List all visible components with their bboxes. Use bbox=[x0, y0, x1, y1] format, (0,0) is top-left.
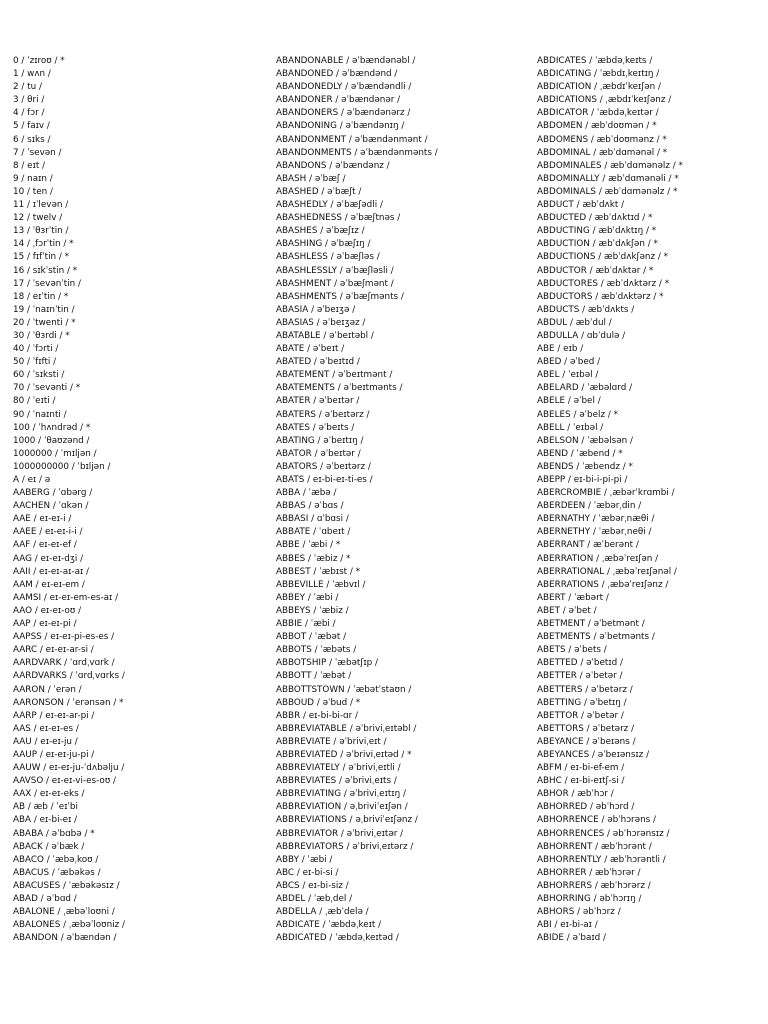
pronunciation-entry: AAE / eɪ-eɪ-i / bbox=[13, 514, 72, 525]
pronunciation-entry: ABBEVILLE / ˈæbvɪl / bbox=[276, 579, 366, 590]
pronunciation-entry: 2 / tu / bbox=[13, 82, 42, 93]
pronunciation-entry: A / eɪ / ə bbox=[13, 475, 51, 485]
pronunciation-entry: ABANDONABLE / əˈbændənəbl / bbox=[276, 56, 416, 66]
pronunciation-entry: ABBOTTSTOWN / ˈæbətˈstaʊn / bbox=[276, 684, 412, 695]
pronunciation-entry: 12 / twelv / bbox=[13, 213, 63, 224]
pronunciation-entry: 13 / ˈθɜrˈtin / bbox=[13, 226, 69, 237]
pronunciation-entry: ABANDONERS / əˈbændənərz / bbox=[276, 108, 411, 119]
pronunciation-entry: ABETMENTS / əˈbetmənts / bbox=[537, 632, 655, 643]
pronunciation-entry: ABDUCTOR / æbˈdʌktər / * bbox=[537, 265, 654, 276]
pronunciation-entry: ABATER / əˈbeɪtər / bbox=[276, 396, 360, 407]
pronunciation-entry: 20 / ˈtwenti / * bbox=[13, 317, 76, 328]
pronunciation-entry: ABERNATHY / ˈæbərˌnæθi / bbox=[537, 514, 655, 525]
pronunciation-entry: ABASHEDNESS / əˈbæʃtnəs / bbox=[276, 213, 401, 224]
pronunciation-entry: 7 / ˈsevən / bbox=[13, 147, 62, 158]
pronunciation-entry: AAS / eɪ-eɪ-es / bbox=[13, 723, 79, 734]
pronunciation-entry: ABASHEDLY / əˈbæʃədli / bbox=[276, 200, 383, 211]
pronunciation-entry: AAII / eɪ-eɪ-aɪ-aɪ / bbox=[13, 566, 89, 577]
pronunciation-entry: ABENDS / ˈæbendz / * bbox=[537, 461, 633, 472]
pronunciation-entry: ABHORRED / əbˈhɔrd / bbox=[537, 802, 635, 813]
entry-column-2 bbox=[276, 55, 526, 945]
pronunciation-entry: ABASHMENT / əˈbæʃmənt / bbox=[276, 278, 394, 289]
pronunciation-entry: ABBREVIATING / əˈbriviˌeɪtɪŋ / bbox=[276, 789, 406, 800]
pronunciation-entry: 30 / ˈθɜrdi / * bbox=[13, 330, 70, 341]
pronunciation-entry: ABFM / eɪ-bi-ef-em / bbox=[537, 763, 625, 774]
pronunciation-entry: AAU / eɪ-eɪ-ju / bbox=[13, 736, 78, 747]
pronunciation-entry: ABETMENT / əˈbetmənt / bbox=[537, 619, 645, 630]
pronunciation-entry: ABDUCTING / æbˈdʌktɪŋ / * bbox=[537, 226, 657, 237]
pronunciation-entry: ABDEL / ˈæbˌdel / bbox=[276, 894, 353, 904]
pronunciation-entry: ABBEST / ˈæbɪst / * bbox=[276, 566, 361, 577]
pronunciation-entry: AARC / eɪ-eɪ-ar-si / bbox=[13, 645, 94, 656]
pronunciation-entry: ABDUCTORS / æbˈdʌktərz / * bbox=[537, 291, 664, 302]
pronunciation-entry: ABERCROMBIE / ˌæbərˈkrɑmbi / bbox=[537, 488, 675, 499]
pronunciation-entry: AARDVARKS / ˈɑrdˌvɑrks / bbox=[13, 671, 125, 682]
pronunciation-entry: 1000 / ˈθaʊzənd / bbox=[13, 435, 90, 446]
pronunciation-entry: ABATED / əˈbeɪtɪd / bbox=[276, 357, 360, 368]
entry-column-3 bbox=[537, 55, 768, 945]
pronunciation-entry: 17 / ˈsevənˈtin / bbox=[13, 278, 82, 289]
pronunciation-entry: ABEPP / eɪ-bi-i-pi-pi / bbox=[537, 475, 628, 485]
pronunciation-entry: ABETTERS / əˈbetərz / bbox=[537, 684, 633, 695]
pronunciation-entry: ABERT / ˈæbərt / bbox=[537, 592, 609, 603]
pronunciation-entry: ABBREVIATION / əˌbriviˈeɪʃən / bbox=[276, 802, 408, 813]
pronunciation-entry: ABDUCTORES / æbˈdʌktərz / * bbox=[537, 278, 670, 289]
pronunciation-entry: 14 / ˌfɔrˈtin / * bbox=[13, 239, 74, 250]
pronunciation-entry: ABETTOR / əˈbetər / bbox=[537, 710, 624, 721]
pronunciation-entry: ABATOR / əˈbeɪtər / bbox=[276, 448, 361, 459]
pronunciation-entry: ABBASI / ɑˈbɑsi / bbox=[276, 514, 349, 525]
pronunciation-entry: ABDELLA / ˌæbˈdelə / bbox=[276, 907, 369, 918]
pronunciation-entry: 90 / ˈnaɪnti / bbox=[13, 409, 67, 420]
pronunciation-entry: ABDOMINALLY / æbˈdɑmənəli / * bbox=[537, 173, 679, 184]
pronunciation-entry: ABA / eɪ-bi-eɪ / bbox=[13, 815, 78, 826]
pronunciation-entry: 100 / ˈhʌndrəd / * bbox=[13, 422, 91, 433]
pronunciation-entry: 9 / naɪn / bbox=[13, 173, 53, 184]
pronunciation-entry: ABDUL / æbˈdul / bbox=[537, 317, 612, 328]
pronunciation-entry: ABACO / ˈæbəˌkoʊ / bbox=[13, 854, 99, 865]
pronunciation-entry: AARON / ˈerən / bbox=[13, 684, 82, 695]
pronunciation-entry: ABDULLA / ɑbˈdulə / bbox=[537, 330, 626, 341]
pronunciation-entry: AAVSO / eɪ-eɪ-vi-es-oʊ / bbox=[13, 776, 117, 787]
pronunciation-entry: 3 / θri / bbox=[13, 95, 45, 106]
pronunciation-entry: AAX / eɪ-eɪ-eks / bbox=[13, 789, 85, 800]
pronunciation-entry: ABHORRER / æbˈhɔrər / bbox=[537, 867, 641, 878]
pronunciation-entry: ABASIAS / əˈbeɪʒəz / bbox=[276, 317, 366, 328]
pronunciation-entry: 5 / faɪv / bbox=[13, 121, 50, 132]
pronunciation-entry: 16 / sɪkˈstin / * bbox=[13, 265, 78, 276]
pronunciation-entry: ABANDONMENTS / əˈbændənmənts / bbox=[276, 147, 438, 158]
pronunciation-entry: AARONSON / ˈerənsən / * bbox=[13, 697, 124, 708]
pronunciation-entry: ABERRATION / ˌæbəˈreɪʃən / bbox=[537, 553, 659, 564]
pronunciation-entry: ABACK / əˈbæk / bbox=[13, 841, 85, 852]
pronunciation-entry: ABDUCT / æbˈdʌkt / bbox=[537, 200, 625, 211]
pronunciation-entry: ABBOTT / ˈæbət / bbox=[276, 671, 352, 682]
pronunciation-entry: ABANDONS / əˈbændənz / bbox=[276, 160, 390, 171]
pronunciation-entry: ABACUSES / ˈæbəkəsɪz / bbox=[13, 880, 120, 891]
pronunciation-entry: ABBREVIATORS / əˈbriviˌeɪtərz / bbox=[276, 841, 414, 852]
pronunciation-entry: AARP / eɪ-eɪ-ar-pi / bbox=[13, 710, 95, 721]
pronunciation-entry: ABETTER / əˈbetər / bbox=[537, 671, 623, 682]
pronunciation-entry: ABANDONING / əˈbændənɪŋ / bbox=[276, 121, 405, 132]
pronunciation-entry: ABASIA / əˈbeɪʒə / bbox=[276, 304, 356, 315]
pronunciation-entry: 6 / sɪks / bbox=[13, 134, 51, 145]
pronunciation-entry: ABERRATIONS / ˌæbəˈreɪʃənz / bbox=[537, 579, 669, 590]
pronunciation-entry: ABBE / ˈæbi / * bbox=[276, 540, 341, 551]
pronunciation-entry: ABAD / əˈbɑd / bbox=[13, 894, 77, 904]
pronunciation-entry: ABASH / əˈbæʃ / bbox=[276, 173, 346, 184]
pronunciation-entry: ABDICATES / ˈæbdəˌkeɪts / bbox=[537, 56, 653, 66]
pronunciation-entry: ABASHLESS / əˈbæʃləs / bbox=[276, 252, 380, 263]
pronunciation-entry: ABETTING / əˈbetɪŋ / bbox=[537, 697, 627, 708]
pronunciation-entry: ABATS / eɪ-bi-eɪ-ti-es / bbox=[276, 475, 373, 485]
pronunciation-entry: ABERRANT / æˈberənt / bbox=[537, 540, 639, 551]
pronunciation-entry: ABBREVIATE / əˈbriviˌeɪt / bbox=[276, 736, 387, 747]
pronunciation-entry: ABASHING / əˈbæʃɪŋ / bbox=[276, 239, 371, 250]
entry-column-1 bbox=[13, 55, 263, 945]
pronunciation-entry: ABDOMINALS / æbˈdɑmənəlz / * bbox=[537, 186, 678, 197]
pronunciation-entry: ABATE / əˈbeɪt / bbox=[276, 344, 345, 355]
pronunciation-entry: ABHORRENTLY / æbˈhɔrəntli / bbox=[537, 854, 666, 865]
pronunciation-entry: ABBOT / ˈæbət / bbox=[276, 632, 347, 643]
pronunciation-entry: ABDICATOR / ˈæbdəˌkeɪtər / bbox=[537, 108, 659, 119]
pronunciation-entry: ABELES / əˈbelz / * bbox=[537, 409, 619, 420]
pronunciation-entry: AABERG / ˈɑbərg / bbox=[13, 488, 93, 499]
pronunciation-entry: ABASHES / əˈbæʃɪz / bbox=[276, 226, 365, 237]
pronunciation-entry: ABETS / əˈbets / bbox=[537, 645, 607, 656]
pronunciation-entry: ABEYANCES / əˈbeɪənsɪz / bbox=[537, 749, 650, 760]
pronunciation-entry: ABBREVIATOR / əˈbriviˌeɪtər / bbox=[276, 828, 404, 839]
pronunciation-entry: ABELSON / ˈæbəlsən / bbox=[537, 435, 633, 446]
pronunciation-entry: ABCS / eɪ-bi-siz / bbox=[276, 880, 349, 891]
pronunciation-entry: ABC / eɪ-bi-si / bbox=[276, 867, 339, 878]
pronunciation-entry: ABDOMINAL / æbˈdɑmənəl / * bbox=[537, 147, 668, 158]
pronunciation-entry: ABDOMEN / æbˈdoʊmən / * bbox=[537, 121, 657, 132]
pronunciation-entry: ABHOR / æbˈhɔr / bbox=[537, 789, 614, 800]
pronunciation-entry: 19 / ˈnaɪnˈtin / bbox=[13, 304, 75, 315]
pronunciation-entry: ABBREVIATIONS / əˌbriviˈeɪʃənz / bbox=[276, 815, 418, 826]
pronunciation-entry: ABDOMENS / æbˈdoʊmənz / * bbox=[537, 134, 667, 145]
pronunciation-entry: ABACUS / ˈæbəkəs / bbox=[13, 867, 101, 878]
pronunciation-entry: AAEE / eɪ-eɪ-i-i / bbox=[13, 527, 83, 538]
pronunciation-entry: ABBEY / ˈæbi / bbox=[276, 592, 339, 603]
pronunciation-entry: ABBR / eɪ-bi-bi-ɑr / bbox=[276, 710, 358, 721]
pronunciation-entry: ABIDE / əˈbaɪd / bbox=[537, 933, 606, 944]
pronunciation-entry: ABHORRENCE / əbˈhɔrəns / bbox=[537, 815, 656, 826]
pronunciation-entry: ABI / eɪ-bi-aɪ / bbox=[537, 920, 598, 931]
pronunciation-entry: ABET / əˈbet / bbox=[537, 605, 597, 616]
pronunciation-entry: AAO / eɪ-eɪ-oʊ / bbox=[13, 605, 82, 616]
pronunciation-entry: 1000000 / ˈmɪljən / bbox=[13, 448, 97, 459]
pronunciation-entry: ABBREVIATED / əˈbriviˌeɪtəd / * bbox=[276, 749, 412, 760]
pronunciation-entry: 70 / ˈsevənti / * bbox=[13, 383, 81, 394]
pronunciation-entry: ABANDON / əˈbændən / bbox=[13, 933, 117, 944]
pronunciation-entry: 4 / fɔr / bbox=[13, 108, 45, 119]
pronunciation-entry: ABBIE / ˈæbi / bbox=[276, 619, 336, 630]
pronunciation-entry: ABBEYS / ˈæbiz / bbox=[276, 605, 349, 616]
pronunciation-entry: ABBREVIATES / əˈbriviˌeɪts / bbox=[276, 776, 397, 787]
pronunciation-entry: ABDICATED / ˈæbdəˌkeɪtəd / bbox=[276, 933, 399, 944]
pronunciation-entry: ABEND / ˈæbend / * bbox=[537, 448, 623, 459]
pronunciation-entry: AAP / eɪ-eɪ-pi / bbox=[13, 619, 77, 630]
pronunciation-entry: ABATING / əˈbeɪtɪŋ / bbox=[276, 435, 364, 446]
pronunciation-entry: AAF / eɪ-eɪ-ef / bbox=[13, 540, 77, 551]
pronunciation-entry: ABANDONEDLY / əˈbændəndli / bbox=[276, 82, 412, 93]
pronunciation-entry: 10 / ten / bbox=[13, 186, 53, 197]
pronunciation-entry: AAUW / eɪ-eɪ-ju-ˈdʌbəlju / bbox=[13, 763, 125, 774]
pronunciation-entry: ABHORS / əbˈhɔrz / bbox=[537, 907, 621, 918]
pronunciation-entry: ABETTORS / əˈbetərz / bbox=[537, 723, 635, 734]
pronunciation-entry: ABASHMENTS / əˈbæʃmənts / bbox=[276, 291, 404, 302]
pronunciation-entry: ABBREVIATELY / əˈbriviˌeɪtli / bbox=[276, 763, 401, 774]
pronunciation-entry: ABBREVIATABLE / əˈbriviˌeɪtəbl / bbox=[276, 723, 417, 734]
pronunciation-entry: ABBOTS / ˈæbəts / bbox=[276, 645, 357, 656]
pronunciation-entry: ABBATE / ˈɑbeɪt / bbox=[276, 527, 351, 538]
pronunciation-entry: ABATABLE / əˈbeɪtəbl / bbox=[276, 330, 374, 341]
pronunciation-entry: ABASHLESSLY / əˈbæʃləsli / bbox=[276, 265, 394, 276]
pronunciation-entry: ABALONE / ˌæbəˈloʊni / bbox=[13, 907, 115, 918]
pronunciation-entry: ABDICATION / ˌæbdɪˈkeɪʃən / bbox=[537, 82, 662, 93]
pronunciation-entry: ABDUCTED / æbˈdʌktɪd / * bbox=[537, 213, 653, 224]
pronunciation-entry: 0 / ˈzɪroʊ / * bbox=[13, 56, 65, 66]
pronunciation-entry: ABERDEEN / ˈæbərˌdin / bbox=[537, 501, 642, 512]
pronunciation-entry: ABHC / eɪ-bi-eɪtʃ-si / bbox=[537, 776, 625, 787]
pronunciation-entry: ABATERS / əˈbeɪtərz / bbox=[276, 409, 370, 420]
pronunciation-entry: ABBAS / əˈbɑs / bbox=[276, 501, 344, 512]
pronunciation-entry: 11 / ɪˈlevən / bbox=[13, 200, 69, 211]
pronunciation-entry: AACHEN / ˈɑkən / bbox=[13, 501, 89, 512]
pronunciation-entry: ABANDONMENT / əˈbændənmənt / bbox=[276, 134, 428, 145]
pronunciation-entry: 40 / ˈfɔrti / bbox=[13, 344, 59, 355]
pronunciation-entry: ABELE / əˈbel / bbox=[537, 396, 601, 407]
pronunciation-entry: ABEYANCE / əˈbeɪəns / bbox=[537, 736, 636, 747]
pronunciation-entry: ABDUCTS / æbˈdʌkts / bbox=[537, 304, 635, 315]
pronunciation-entry: ABHORRENCES / əbˈhɔrənsɪz / bbox=[537, 828, 670, 839]
pronunciation-entry: 8 / eɪt / bbox=[13, 160, 46, 171]
pronunciation-entry: AAUP / eɪ-eɪ-ju-pi / bbox=[13, 749, 95, 760]
pronunciation-entry: ABATEMENTS / əˈbeɪtmənts / bbox=[276, 383, 403, 394]
pronunciation-entry: ABHORRENT / æbˈhɔrənt / bbox=[537, 841, 652, 852]
pronunciation-entry: AAPSS / eɪ-eɪ-pi-es-es / bbox=[13, 632, 115, 643]
pronunciation-entry: AARDVARK / ˈɑrdˌvɑrk / bbox=[13, 658, 115, 669]
pronunciation-entry: ABDUCTIONS / æbˈdʌkʃənz / * bbox=[537, 252, 669, 263]
pronunciation-entry: 1 / wʌn / bbox=[13, 69, 51, 80]
pronunciation-entry: 60 / ˈsɪksti / bbox=[13, 370, 65, 381]
pronunciation-entry: ABDICATIONS / ˌæbdɪˈkeɪʃənz / bbox=[537, 95, 672, 106]
pronunciation-entry: ABEL / ˈeɪbəl / bbox=[537, 370, 599, 381]
pronunciation-entry: ABALONES / ˌæbəˈloʊniz / bbox=[13, 920, 125, 931]
pronunciation-entry: ABE / eɪb / bbox=[537, 344, 584, 355]
pronunciation-entry: ABELL / ˈeɪbəl / bbox=[537, 422, 604, 433]
pronunciation-entry: AAMSI / eɪ-eɪ-em-es-aɪ / bbox=[13, 592, 119, 603]
pronunciation-entry: ABBA / ˈæbə / bbox=[276, 488, 337, 499]
pronunciation-entry: ABABA / əˈbɑbə / * bbox=[13, 828, 95, 839]
pronunciation-entry: ABERNETHY / ˈæbərˌneθi / bbox=[537, 527, 652, 538]
pronunciation-entry: 18 / eɪˈtin / * bbox=[13, 291, 69, 302]
pronunciation-entry: ABETTED / əˈbetɪd / bbox=[537, 658, 623, 669]
pronunciation-entry: 80 / ˈeɪti / bbox=[13, 396, 56, 407]
pronunciation-entry: ABBES / ˈæbiz / * bbox=[276, 553, 351, 564]
pronunciation-entry: ABBY / ˈæbi / bbox=[276, 854, 333, 865]
pronunciation-entry: ABELARD / ˈæbəlɑrd / bbox=[537, 383, 633, 394]
pronunciation-entry: 50 / ˈfɪfti / bbox=[13, 357, 57, 368]
pronunciation-entry: ABERRATIONAL / ˌæbəˈreɪʃənəl / bbox=[537, 566, 677, 577]
pronunciation-entry: ABATORS / əˈbeɪtərz / bbox=[276, 461, 371, 472]
pronunciation-entry: ABATEMENT / əˈbeɪtmənt / bbox=[276, 370, 393, 381]
pronunciation-entry: ABDOMINALES / æbˈdɑmənəlz / * bbox=[537, 160, 683, 171]
pronunciation-entry: ABASHED / əˈbæʃt / bbox=[276, 186, 362, 197]
pronunciation-entry: 15 / fɪfˈtin / * bbox=[13, 252, 70, 263]
pronunciation-entry: ABANDONED / əˈbændənd / bbox=[276, 69, 398, 80]
pronunciation-entry: ABBOTSHIP / ˈæbətʃɪp / bbox=[276, 658, 378, 669]
pronunciation-entry: ABDICATE / ˈæbdəˌkeɪt / bbox=[276, 920, 382, 931]
pronunciation-entry: ABBOUD / əˈbud / * bbox=[276, 697, 361, 708]
pronunciation-entry: AAG / eɪ-eɪ-dʒi / bbox=[13, 553, 84, 564]
pronunciation-entry: ABANDONER / əˈbændənər / bbox=[276, 95, 401, 106]
pronunciation-entry: ABED / əˈbed / bbox=[537, 357, 601, 368]
pronunciation-entry: 1000000000 / ˈbɪljən / bbox=[13, 461, 111, 472]
pronunciation-entry: AB / æb / ˈeɪˈbi bbox=[13, 802, 78, 813]
pronunciation-entry: ABATES / əˈbeɪts / bbox=[276, 422, 355, 433]
pronunciation-entry: ABHORRERS / æbˈhɔrərz / bbox=[537, 880, 651, 891]
pronunciation-entry: ABHORRING / əbˈhɔrɪŋ / bbox=[537, 894, 642, 904]
pronunciation-entry: AAM / eɪ-eɪ-em / bbox=[13, 579, 85, 590]
pronunciation-entry: ABDUCTION / æbˈdʌkʃən / * bbox=[537, 239, 658, 250]
pronunciation-entry: ABDICATING / ˈæbdɪˌkeɪtɪŋ / bbox=[537, 69, 660, 80]
